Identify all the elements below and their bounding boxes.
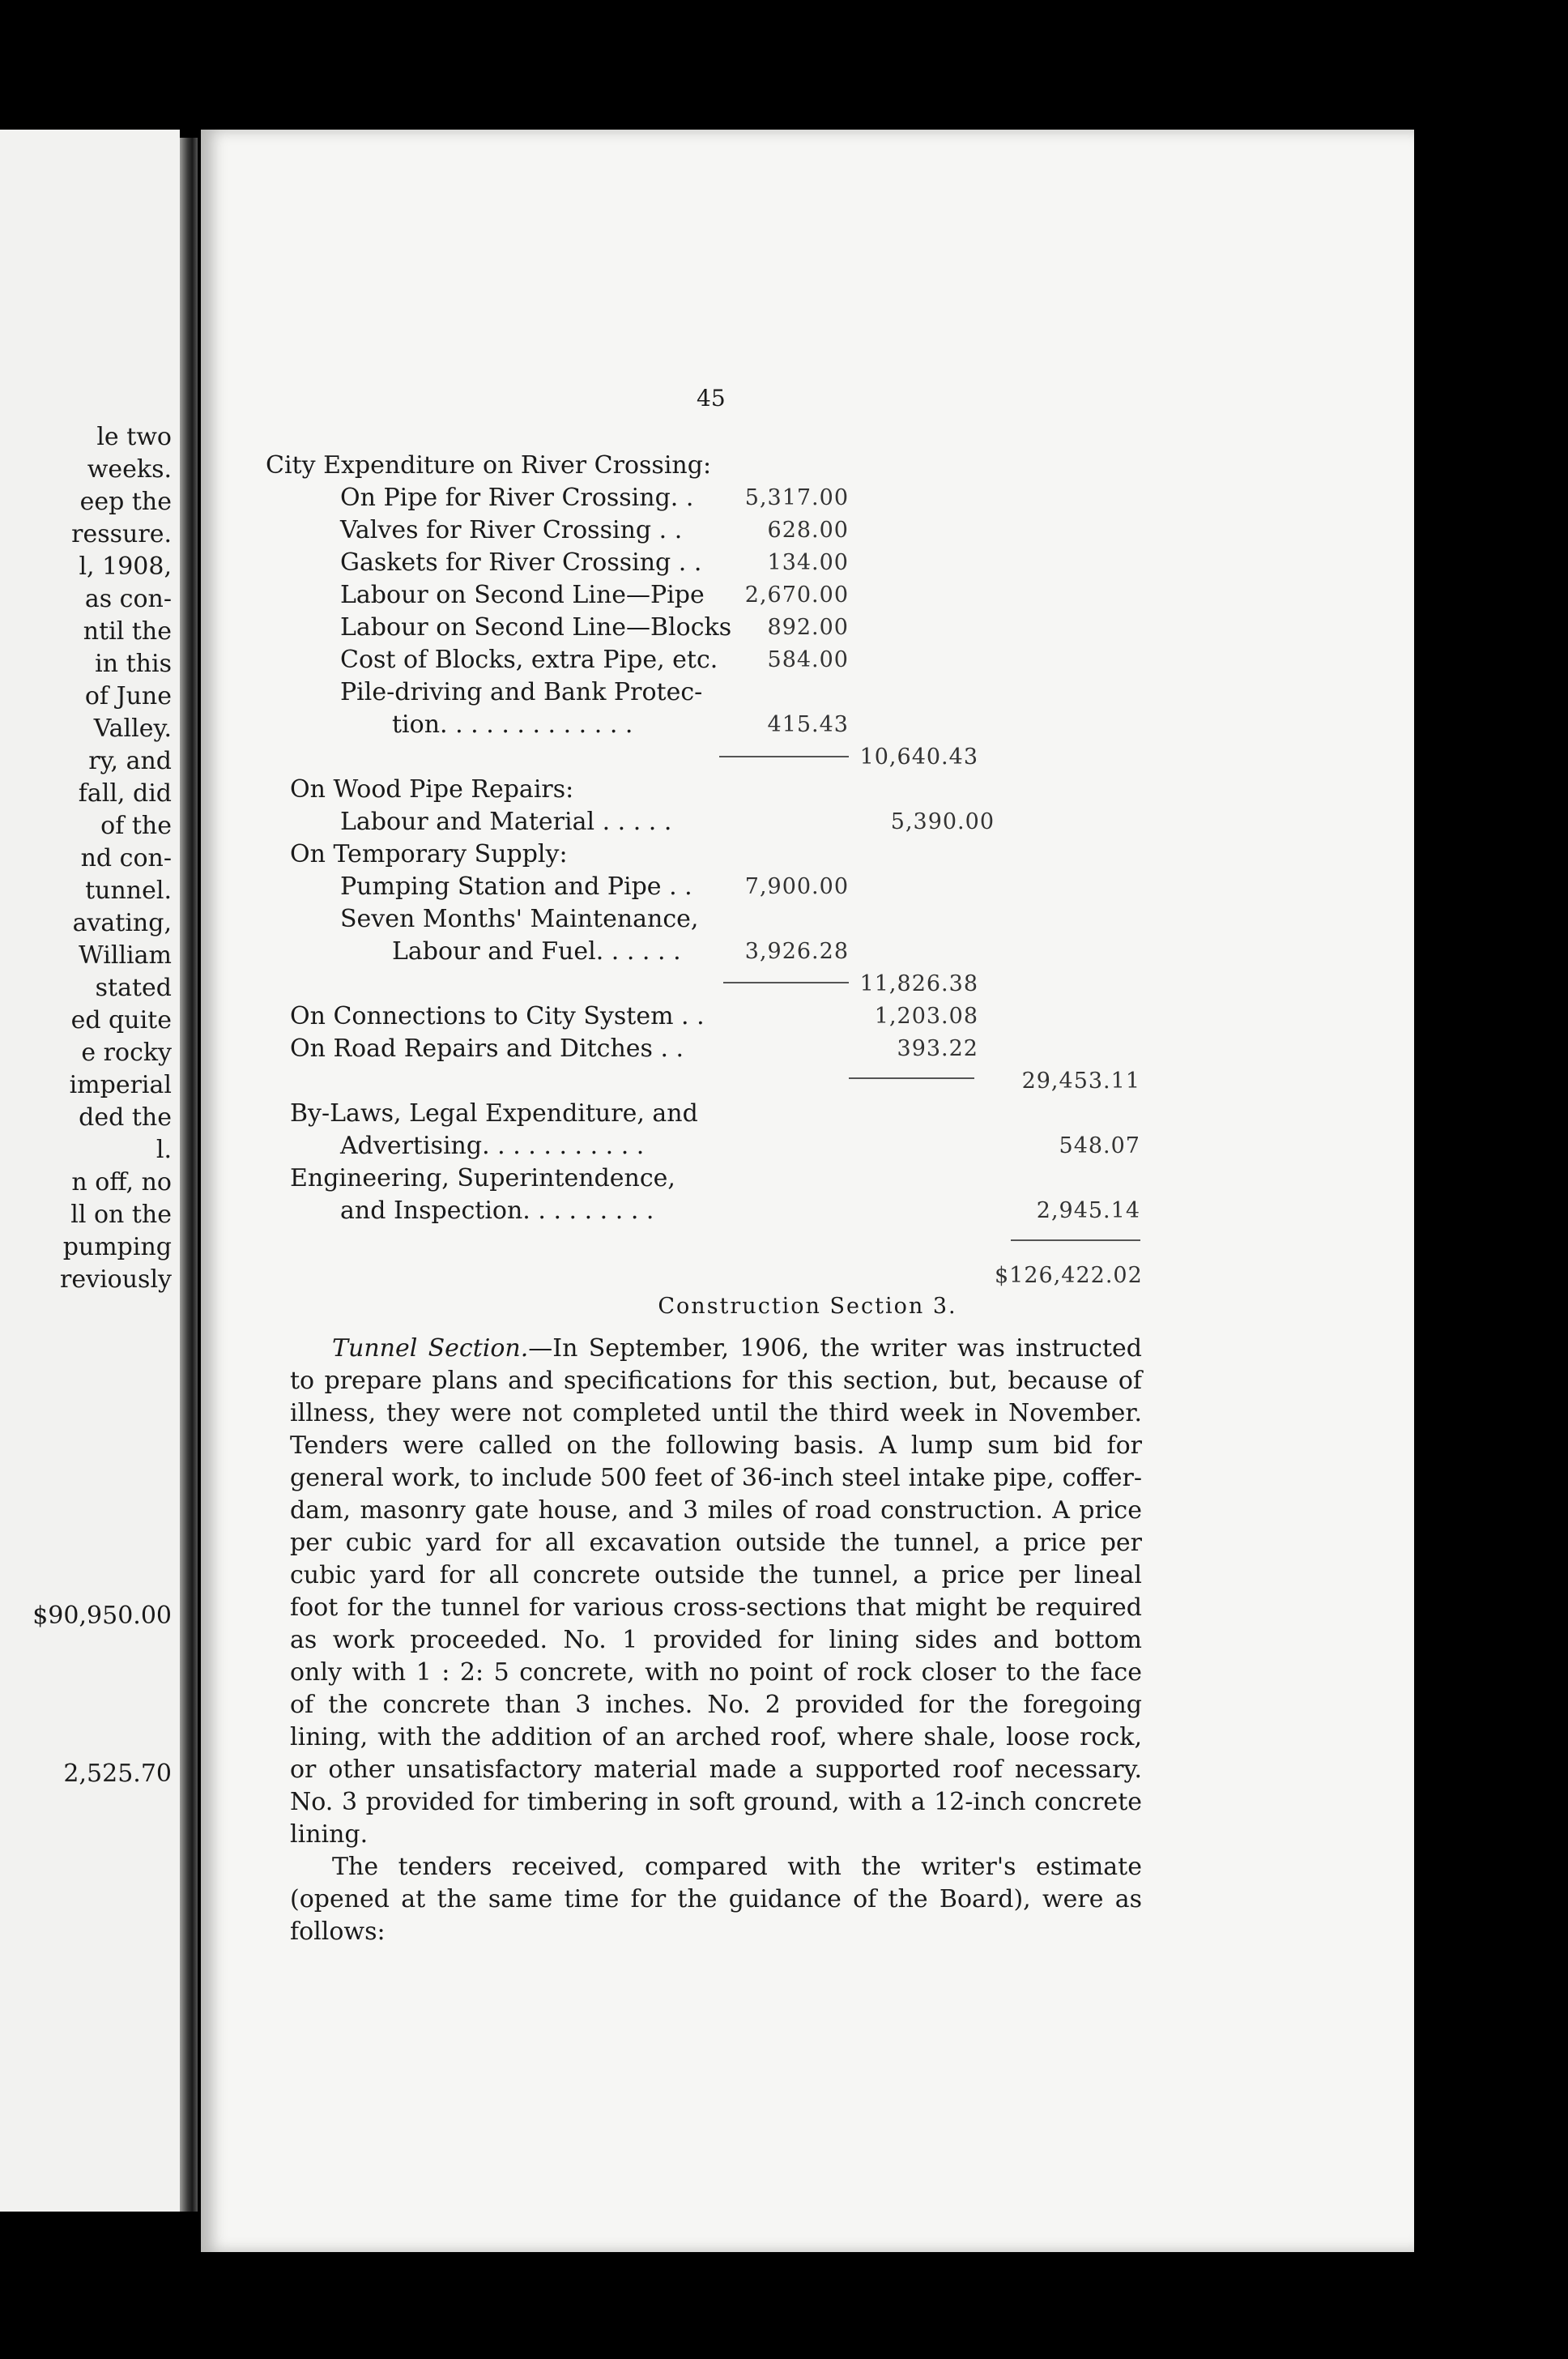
river-item-label: Labour on Second Line—Pipe — [340, 581, 705, 609]
tunnel-first-line-text: —In September, 1906, the writer was instructed — [528, 1334, 1142, 1363]
left-page-text-fragment: ry, and — [88, 747, 172, 775]
river-item-amount: 5,317.00 — [744, 485, 849, 510]
tunnel-paragraph-line: foot for the tunnel for various cross-sections that might be required — [290, 1593, 1142, 1622]
tunnel-paragraph-line: to prepare plans and specifications for this section, but, because of — [290, 1367, 1142, 1395]
connections-amount: 1,203.08 — [874, 1004, 978, 1029]
engineering-label-line2: and Inspection. . . . . . . . . — [340, 1197, 654, 1225]
left-page-text-fragment: as con- — [84, 585, 172, 613]
left-page-text-fragment: ntil the — [83, 617, 172, 646]
tunnel-paragraph-line — [290, 1333, 1142, 1365]
connections-label: On Connections to City System . . — [290, 1002, 705, 1030]
left-page-text-fragment: e rocky — [81, 1039, 172, 1067]
temporary-item-amount: 3,926.28 — [744, 939, 849, 964]
tunnel-paragraph-line: lining, with the addition of an arched roof, where shale, loose rock, — [290, 1723, 1142, 1751]
left-page-text-fragment: le two — [96, 423, 172, 451]
left-page-text-fragment: pumping — [62, 1233, 172, 1261]
left-page-text-fragment: avating, — [72, 909, 172, 937]
tunnel-paragraph-line: cubic yard for all concrete outside the tunnel, a price per lineal — [290, 1561, 1142, 1589]
left-page-text-fragment: tunnel. — [85, 877, 172, 905]
river-item-amount: 134.00 — [767, 550, 849, 575]
temporary-subtotal-rule — [723, 982, 849, 983]
tunnel-section-lead: Tunnel Section. — [332, 1334, 529, 1363]
left-page-text-fragment: weeks. — [87, 455, 172, 484]
right-page — [201, 130, 1414, 2252]
tunnel-paragraph-line: No. 3 provided for timbering in soft ground, with a 12-inch concrete — [290, 1788, 1142, 1816]
tunnel-paragraph-line: or other unsatisfactory material made a supported roof necessary. — [290, 1755, 1142, 1784]
left-page-text-fragment: stated — [95, 974, 172, 1002]
tenders-paragraph-line: follows: — [290, 1917, 386, 1946]
left-page-text-fragment: ll on the — [70, 1201, 172, 1229]
tunnel-paragraph-line: general work, to include 500 feet of 36-inch steel intake pipe, coffer- — [290, 1464, 1142, 1492]
tunnel-paragraph-line: illness, they were not completed until the third week in November. — [290, 1399, 1142, 1427]
left-page-text-fragment: of June — [84, 682, 172, 710]
river-item-label: Pile-driving and Bank Protec- — [340, 678, 703, 706]
river-item-label: On Pipe for River Crossing. . — [340, 484, 694, 512]
engineering-amount: 2,945.14 — [1036, 1198, 1140, 1223]
bylaws-label-line2: Advertising. . . . . . . . . . . — [340, 1132, 645, 1160]
temporary-item-amount: 7,900.00 — [744, 874, 849, 899]
tunnel-paragraph-line: lining. — [290, 1820, 369, 1849]
tunnel-paragraph-line: only with 1 : 2: 5 concrete, with no point of rock closer to the face — [290, 1658, 1142, 1687]
river-item-amount: 2,670.00 — [744, 582, 849, 608]
left-page-text-fragment: William — [78, 941, 172, 970]
tenders-paragraph — [290, 1851, 1142, 1948]
road-repairs-label: On Road Repairs and Ditches . . — [290, 1034, 684, 1063]
left-page-text-fragment: 2,525.70 — [63, 1760, 172, 1788]
grand-total: $126,422.02 — [995, 1263, 1143, 1288]
river-item-amount: 584.00 — [767, 647, 849, 672]
left-page-text-fragment: ed quite — [70, 1006, 172, 1034]
left-page-text-fragment: in this — [95, 650, 172, 678]
river-item-label: tion. . . . . . . . . . . . . — [392, 710, 633, 739]
river-item-label: Labour on Second Line—Blocks — [340, 613, 732, 642]
river-item-amount: 892.00 — [767, 615, 849, 640]
left-page-text-fragment: ressure. — [71, 520, 172, 548]
left-page-text-fragment: imperial — [69, 1071, 172, 1099]
tunnel-paragraph-line: per cubic yard for all excavation outside the tunnel, a price per — [290, 1529, 1142, 1557]
tunnel-paragraph-line: dam, masonry gate house, and 3 miles of road construction. A price — [290, 1496, 1142, 1525]
wood-pipe-heading: On Wood Pipe Repairs: — [290, 775, 574, 804]
bylaws-label-line1: By-Laws, Legal Expenditure, and — [290, 1099, 698, 1128]
river-item-amount: 415.43 — [767, 712, 849, 737]
left-page-text-fragment: l, 1908, — [79, 552, 172, 581]
bylaws-amount: 548.07 — [1059, 1133, 1140, 1158]
river-item-label: Valves for River Crossing . . — [340, 516, 683, 544]
section-heading: Construction Section 3. — [658, 1294, 957, 1319]
tunnel-paragraph-line: as work proceeded. No. 1 provided for lining sides and bottom — [290, 1626, 1142, 1654]
temporary-subtotal: 11,826.38 — [859, 971, 978, 996]
left-page-text-fragment: of the — [100, 812, 172, 840]
wood-pipe-amount: 5,390.00 — [890, 809, 995, 834]
left-page-text-fragment: $90,950.00 — [32, 1602, 172, 1630]
river-subtotal-rule — [719, 756, 849, 757]
tunnel-paragraph-line: of the concrete than 3 inches. No. 2 provided for the foregoing — [290, 1691, 1142, 1719]
tunnel-section-paragraph — [290, 1333, 1142, 1851]
left-page-text-fragment: reviously — [60, 1265, 172, 1294]
temporary-supply-heading: On Temporary Supply: — [290, 840, 568, 868]
book-gutter — [180, 138, 198, 2212]
left-page-text-fragment: eep the — [79, 488, 172, 516]
temporary-item-label: Labour and Fuel. . . . . . — [392, 937, 681, 966]
wood-pipe-label: Labour and Material . . . . . — [340, 808, 672, 836]
left-facing-page — [0, 130, 180, 2212]
left-page-text-fragment: ded the — [79, 1103, 172, 1132]
left-page-text-fragment: l. — [156, 1136, 172, 1164]
left-page-text-fragment: Valley. — [93, 715, 172, 743]
tenders-paragraph-line: The tenders received, compared with the writer's estimate — [332, 1853, 1142, 1881]
tenders-paragraph-lines — [290, 1851, 1142, 1948]
grand-total-rule — [1011, 1239, 1140, 1241]
tenders-paragraph-line: (opened at the same time for the guidance of the Board), were as — [290, 1885, 1142, 1913]
river-item-label: Cost of Blocks, extra Pipe, etc. — [340, 646, 718, 674]
tunnel-paragraph-lines — [290, 1365, 1142, 1851]
section-total: 29,453.11 — [1021, 1069, 1140, 1094]
river-crossing-heading: City Expenditure on River Crossing: — [266, 451, 712, 480]
page-number: 45 — [697, 385, 726, 412]
section-total-rule — [849, 1077, 974, 1079]
tunnel-paragraph-line: Tenders were called on the following basis. A lump sum bid for — [290, 1431, 1142, 1460]
left-page-text-fragment: fall, did — [78, 779, 172, 808]
river-subtotal: 10,640.43 — [859, 744, 978, 770]
road-repairs-amount: 393.22 — [897, 1036, 978, 1061]
left-page-text-fragment: n off, no — [71, 1168, 172, 1197]
river-item-amount: 628.00 — [767, 518, 849, 543]
left-page-text-fragment: nd con- — [80, 844, 172, 872]
engineering-label-line1: Engineering, Superintendence, — [290, 1164, 675, 1192]
temporary-item-label: Pumping Station and Pipe . . — [340, 872, 692, 901]
river-item-label: Gaskets for River Crossing . . — [340, 548, 702, 577]
temporary-item-label: Seven Months' Maintenance, — [340, 905, 699, 933]
